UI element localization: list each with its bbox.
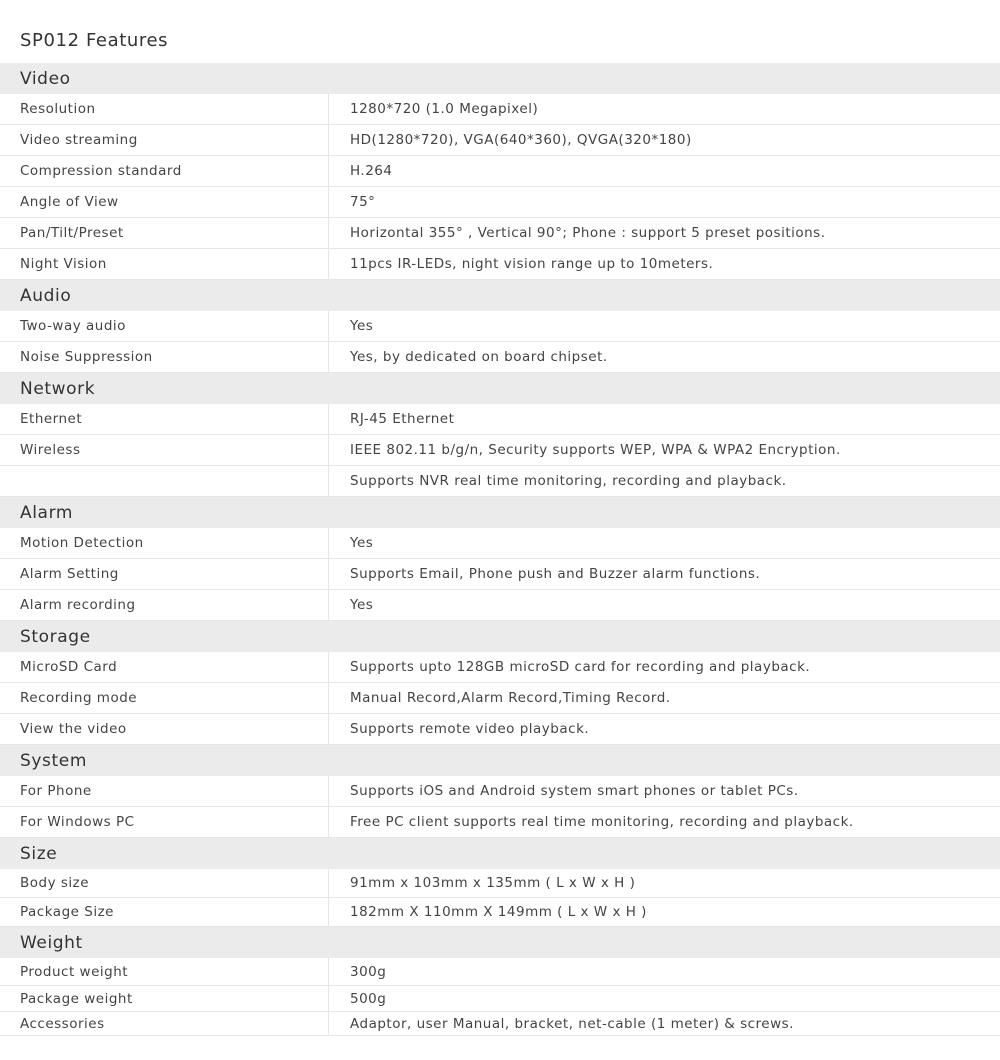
spec-label: Pan/Tilt/Preset <box>0 218 329 248</box>
spec-value: Supports upto 128GB microSD card for recording and playback. <box>350 659 811 675</box>
spec-label: Ethernet <box>0 404 329 434</box>
spec-label: Two-way audio <box>0 311 329 341</box>
spec-row <box>0 652 1000 683</box>
section-title: Alarm <box>20 502 74 523</box>
spec-value: Yes <box>350 597 374 613</box>
spec-label: Body size <box>0 869 329 897</box>
section-header <box>0 745 1000 776</box>
spec-value: Supports iOS and Android system smart phones or tablet PCs. <box>350 783 799 799</box>
section-title: Storage <box>20 626 91 647</box>
spec-label: Noise Suppression <box>0 342 329 372</box>
spec-row <box>0 466 1000 497</box>
spec-row <box>0 986 1000 1012</box>
section-title: Network <box>20 378 96 399</box>
spec-value: 182mm X 110mm X 149mm ( L x W x H ) <box>350 904 647 920</box>
spec-row <box>0 714 1000 745</box>
spec-row <box>0 311 1000 342</box>
spec-row <box>0 869 1000 898</box>
section-header <box>0 927 1000 958</box>
spec-label: Accessories <box>0 1012 329 1035</box>
spec-label: View the video <box>0 714 329 744</box>
spec-label: MicroSD Card <box>0 652 329 682</box>
spec-row <box>0 898 1000 927</box>
spec-label: Resolution <box>0 94 329 124</box>
section-header <box>0 63 1000 94</box>
spec-row <box>0 156 1000 187</box>
spec-label: Product weight <box>0 958 329 985</box>
spec-row <box>0 94 1000 125</box>
section-header <box>0 280 1000 311</box>
spec-row <box>0 807 1000 838</box>
spec-label: Alarm recording <box>0 590 329 620</box>
spec-value: 75° <box>350 194 376 210</box>
spec-value: Horizontal 355° , Vertical 90°; Phone : support 5 preset positions. <box>350 225 826 241</box>
spec-value: Yes <box>350 535 374 551</box>
spec-value: 300g <box>350 963 387 980</box>
spec-label: Motion Detection <box>0 528 329 558</box>
spec-row <box>0 958 1000 986</box>
spec-row <box>0 125 1000 156</box>
spec-row <box>0 590 1000 621</box>
section-header <box>0 838 1000 869</box>
spec-value: 11pcs IR-LEDs, night vision range up to 10meters. <box>350 256 714 272</box>
spec-value: IEEE 802.11 b/g/n, Security supports WEP, WPA & WPA2 Encryption. <box>350 442 841 458</box>
spec-row <box>0 187 1000 218</box>
spec-row <box>0 435 1000 466</box>
section-title: Weight <box>20 932 83 953</box>
spec-label: Wireless <box>0 435 329 465</box>
spec-row <box>0 683 1000 714</box>
section-title: Video <box>20 68 71 89</box>
spec-value: 91mm x 103mm x 135mm ( L x W x H ) <box>350 875 636 891</box>
section-header <box>0 497 1000 528</box>
spec-table <box>0 63 1000 1036</box>
spec-row <box>0 404 1000 435</box>
spec-label: Recording mode <box>0 683 329 713</box>
section-title: System <box>20 750 87 771</box>
section-title: Size <box>20 843 58 864</box>
spec-row <box>0 218 1000 249</box>
section-header <box>0 373 1000 404</box>
spec-label: Compression standard <box>0 156 329 186</box>
spec-label <box>0 466 329 496</box>
section-header <box>0 621 1000 652</box>
spec-value: Free PC client supports real time monitoring, recording and playback. <box>350 814 854 830</box>
section-title: Audio <box>20 285 72 306</box>
spec-value: Yes, by dedicated on board chipset. <box>350 349 608 365</box>
page-title: SP012 Features <box>20 30 169 51</box>
spec-value: H.264 <box>350 163 393 179</box>
spec-row <box>0 528 1000 559</box>
spec-value: Yes <box>350 318 374 334</box>
spec-row <box>0 249 1000 280</box>
spec-row <box>0 776 1000 807</box>
spec-value: Supports remote video playback. <box>350 721 590 737</box>
spec-label: Night Vision <box>0 249 329 279</box>
spec-value: Manual Record,Alarm Record,Timing Record. <box>350 690 671 706</box>
spec-row <box>0 559 1000 590</box>
spec-label: Angle of View <box>0 187 329 217</box>
spec-value: 1280*720 (1.0 Megapixel) <box>350 101 539 117</box>
spec-value: Supports Email, Phone push and Buzzer alarm functions. <box>350 566 761 582</box>
spec-value: HD(1280*720), VGA(640*360), QVGA(320*180) <box>350 132 692 148</box>
spec-label: For Phone <box>0 776 329 806</box>
spec-row <box>0 1012 1000 1036</box>
spec-row <box>0 342 1000 373</box>
spec-value: Adaptor, user Manual, bracket, net-cable (1 meter) & screws. <box>350 1015 794 1032</box>
spec-label: Video streaming <box>0 125 329 155</box>
spec-label: Package weight <box>0 986 329 1011</box>
spec-value: 500g <box>350 990 387 1007</box>
spec-label: For Windows PC <box>0 807 329 837</box>
spec-value: Supports NVR real time monitoring, recording and playback. <box>350 473 787 489</box>
spec-value: RJ-45 Ethernet <box>350 411 455 427</box>
spec-label: Alarm Setting <box>0 559 329 589</box>
spec-label: Package Size <box>0 898 329 926</box>
